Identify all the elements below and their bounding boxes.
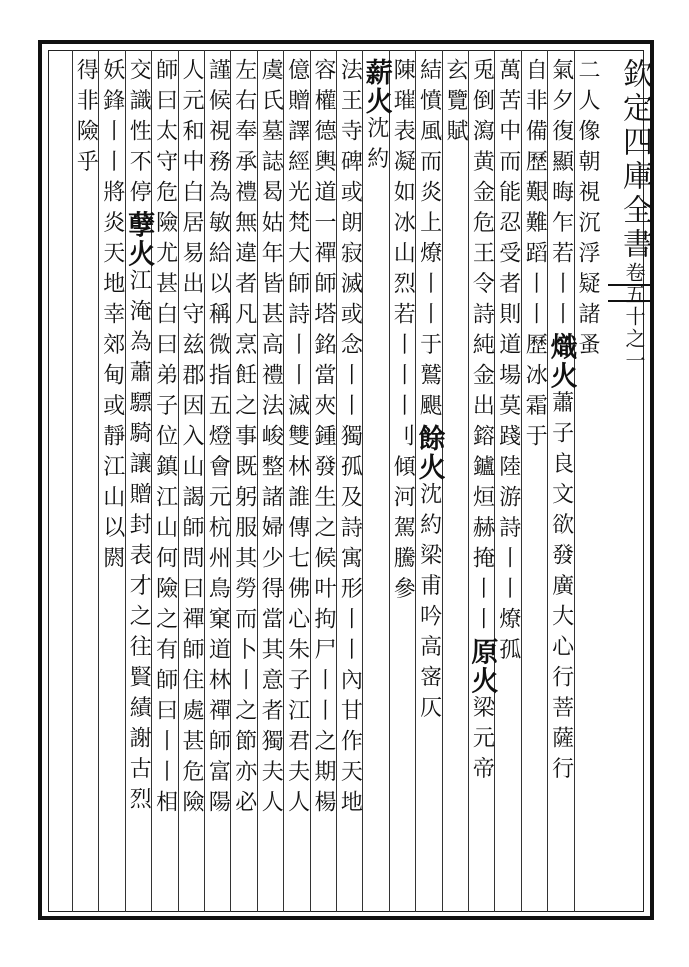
column-text: 虞氏墓誌曷姑年皆甚高禮法峻整諸婦少得當其意者獨夫人: [258, 58, 284, 821]
text-column: [442, 58, 468, 908]
column-text: 陳璀表凝如冰山烈若丨丨: [390, 58, 416, 394]
column-text: 師曰太守危險尤甚白曰弟子位鎮江山何險之有師曰丨丨相: [152, 58, 178, 821]
column-text: 法王寺碑或朗寂滅或念丨丨獨孤及詩寓形丨丨內甘作天地: [337, 58, 363, 821]
column-rule: [362, 50, 363, 912]
text-column: [99, 58, 125, 908]
text-column: [310, 58, 336, 908]
column-text: 沈約: [363, 116, 389, 177]
column-text: 左右奉承禮無違者凡烹飪之事既躬服其勞而卜丨之節亦必: [231, 58, 257, 821]
column-text: 二人像朝視沉浮疑諸蚤: [575, 58, 600, 363]
column-text: 億贈譯經光梵大師詩丨丨滅雙林誰傳七佛心朱子江君夫人: [284, 58, 310, 821]
column-rule: [494, 50, 495, 912]
column-text: 得非險乎: [73, 58, 99, 180]
volume-label: 卷五十之一: [622, 262, 646, 372]
column-text: 玄覽賦: [443, 58, 468, 150]
column-rule: [178, 50, 179, 912]
column-text: 沈約梁甫吟高宻仄: [416, 482, 442, 726]
column-text: 結憤風而炎上燎丨丨于鷲颶: [416, 58, 442, 424]
column-text: 妖鋒丨丨將炎天地幸郊甸或靜江山以閼: [99, 58, 125, 577]
entry-heading: 原火: [466, 637, 498, 696]
text-column: [257, 58, 283, 908]
entry-heading: 孽火: [123, 210, 155, 269]
column-rule: [336, 50, 337, 912]
text-column: [152, 58, 178, 908]
text-column: [495, 58, 521, 908]
column-rule: [125, 50, 126, 912]
column-rule: [204, 50, 205, 912]
column-text: 人元和中白居易出守兹郡因入山謁師問曰禪師住處甚危險: [179, 58, 204, 821]
text-column: [574, 58, 600, 908]
column-rule: [151, 50, 152, 912]
column-rule: [521, 50, 522, 912]
column-text: 兎倒瀉黄金危王令詩純金出鎔鑪烜赫掩丨丨: [469, 58, 495, 638]
text-column: [466, 58, 498, 908]
text-column: [204, 58, 230, 908]
column-rule: [468, 50, 469, 912]
column-rule: [283, 50, 284, 912]
column-text: 容權德輿道一禪師塔銘當夾鍾發生之候叶拘尸丨丨之期楊: [311, 58, 336, 821]
text-column: [336, 58, 362, 908]
column-text: 交識性不停: [126, 58, 152, 211]
text-column: [545, 58, 577, 908]
column-text: 丨刂傾河駕騰參: [390, 393, 416, 607]
text-column: [360, 58, 392, 908]
text-column: [521, 58, 547, 908]
book-title: 欽定四庫全書: [617, 58, 652, 262]
column-rule: [257, 50, 258, 912]
column-text: 萬苦中而能忍受者則道場莫踐陸游詩丨丨燎孤: [495, 58, 521, 668]
text-column: [123, 58, 155, 908]
column-rule: [230, 50, 231, 912]
column-text: 梁元帝: [469, 695, 495, 787]
text-column: [284, 58, 310, 908]
text-column: [413, 58, 445, 908]
entry-heading: 熾火: [545, 332, 577, 391]
text-column: [72, 58, 98, 908]
entry-heading: 薪火: [360, 58, 392, 116]
column-rule: [310, 50, 311, 912]
column-rule: [415, 50, 416, 912]
text-column: [178, 58, 204, 908]
column-text: 江淹為蕭驃騎讓贈封表才之往賢績謝古烈: [126, 268, 152, 818]
text-column: [231, 58, 257, 908]
column-text: 自非備歷艱難蹈丨丨歷冰霜于: [522, 58, 548, 455]
column-rule: [547, 50, 548, 912]
entry-heading: 餘火: [413, 424, 445, 482]
column-rule: [72, 50, 73, 912]
text-column: [389, 58, 415, 908]
column-text: 謹候視務為敏給以稱微指五燈會元杭州鳥窠道林禪師富陽: [205, 58, 231, 821]
column-text: 氣夕復顯晦乍若丨丨: [548, 58, 574, 333]
margin-header: [614, 58, 654, 908]
column-rule: [98, 50, 99, 912]
column-text: 蕭子良文欲發廣大心行菩薩行: [548, 390, 574, 787]
column-rule: [389, 50, 390, 912]
